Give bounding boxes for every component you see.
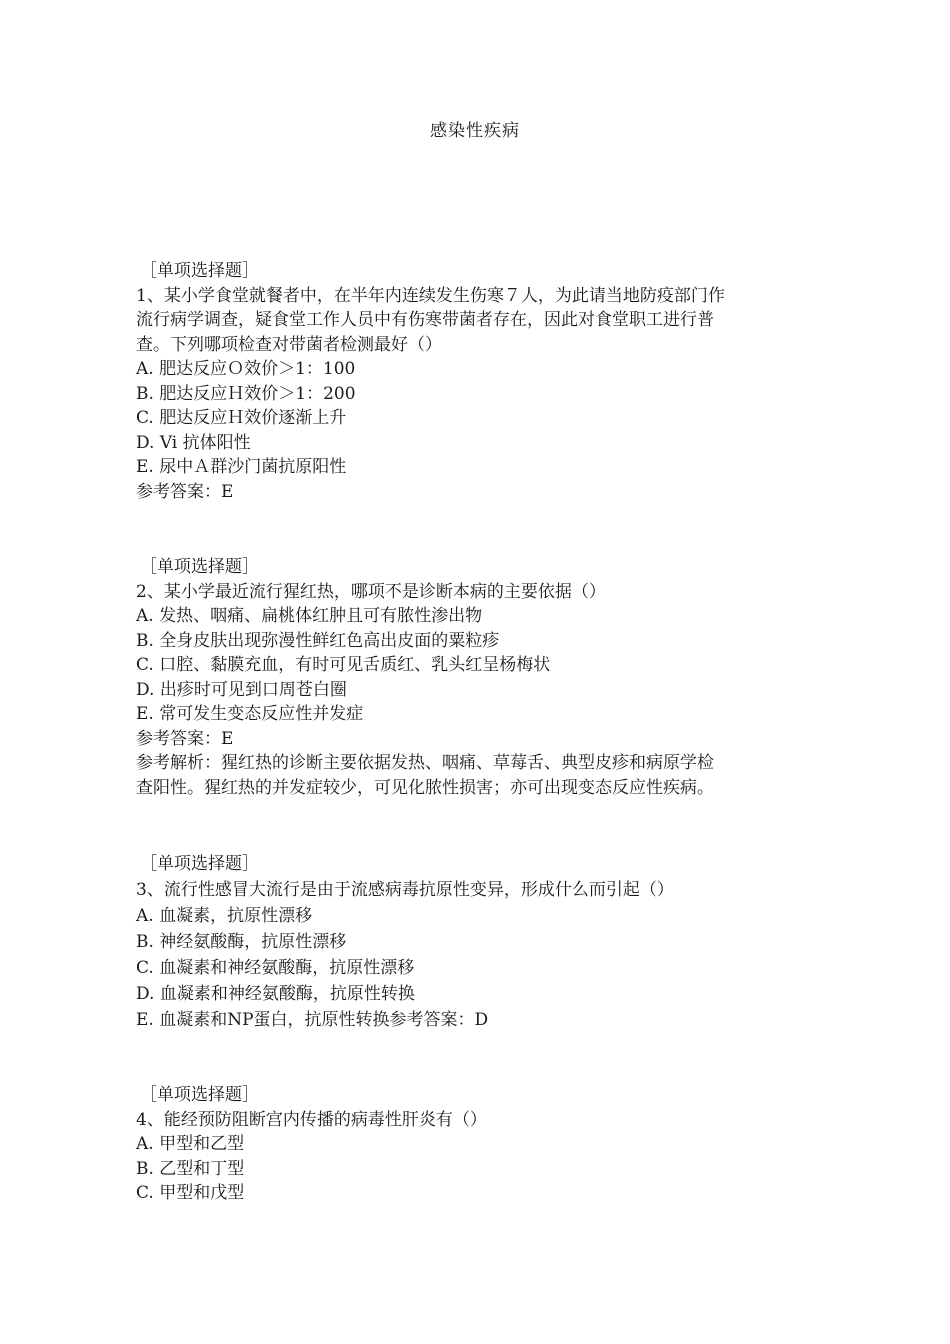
question-stem-line: 4、能经预防阻断宫内传播的病毒性肝炎有（） xyxy=(136,1109,487,1130)
option-a: A. 发热、咽痛、扁桃体红肿且可有脓性渗出物 xyxy=(136,606,483,626)
option-d: D. 出疹时可见到口周苍白圈 xyxy=(136,679,347,700)
question-stem-line: 流行病学调查，疑食堂工作人员中有伤寒带菌者存在，因此对食堂职工进行普 xyxy=(136,310,714,330)
option-b: B. 肥达反应Ｈ效价＞1：200 xyxy=(136,383,356,404)
reference-answer: 参考答案：E xyxy=(136,728,234,749)
option-c: C. 甲型和戊型 xyxy=(136,1183,245,1203)
option-a: A. 肥达反应Ｏ效价＞1：100 xyxy=(136,359,356,379)
option-a: A. 血凝素，抗原性漂移 xyxy=(136,906,313,926)
reference-analysis-line: 参考解析：猩红热的诊断主要依据发热、咽痛、草莓舌、典型皮疹和病原学检 xyxy=(136,753,714,773)
option-e: E. 血凝素和NP蛋白，抗原性转换参考答案：D xyxy=(136,1010,489,1030)
question-stem-line: 3、流行性感冒大流行是由于流感病毒抗原性变异，形成什么而引起（） xyxy=(136,880,674,900)
question-block-1 xyxy=(136,259,816,504)
document-title: 感染性疾病 xyxy=(430,121,520,141)
option-c: C. 口腔、黏膜充血，有时可见舌质红、乳头红呈杨梅状 xyxy=(136,655,551,675)
option-d: D. Vi 抗体阳性 xyxy=(136,432,251,453)
option-b: B. 全身皮肤出现弥漫性鲜红色高出皮面的粟粒疹 xyxy=(136,630,500,651)
question-stem-line: 2、某小学最近流行猩红热，哪项不是诊断本病的主要依据（） xyxy=(136,581,606,602)
option-a: A. 甲型和乙型 xyxy=(136,1134,245,1154)
reference-analysis-line: 查阳性。猩红热的并发症较少，可见化脓性损害；亦可出现变态反应性疾病。 xyxy=(136,777,714,798)
question-type-label: ［单项选择题］ xyxy=(140,1085,259,1105)
option-b: B. 乙型和丁型 xyxy=(136,1158,245,1179)
option-b: B. 神经氨酸酶，抗原性漂移 xyxy=(136,932,347,952)
question-block-2 xyxy=(136,555,816,800)
question-type-label: ［单项选择题］ xyxy=(140,557,259,577)
reference-answer: 参考答案：E xyxy=(136,481,234,502)
option-c: C. 血凝素和神经氨酸酶，抗原性漂移 xyxy=(136,958,415,978)
option-e: E. 尿中Ａ群沙门菌抗原阳性 xyxy=(136,457,347,477)
question-block-4 xyxy=(136,1083,816,1206)
option-c: C. 肥达反应Ｈ效价逐渐上升 xyxy=(136,408,347,428)
option-d: D. 血凝素和神经氨酸酶，抗原性转换 xyxy=(136,984,415,1004)
question-stem-line: 查。下列哪项检查对带菌者检测最好（） xyxy=(136,334,442,355)
question-stem-line: 1、某小学食堂就餐者中，在半年内连续发生伤寒７人，为此请当地防疫部门作 xyxy=(136,285,725,306)
option-e: E. 常可发生变态反应性并发症 xyxy=(136,704,364,724)
question-type-label: ［单项选择题］ xyxy=(140,261,259,281)
question-type-label: ［单项选择题］ xyxy=(140,854,259,874)
question-block-3 xyxy=(136,851,816,1033)
